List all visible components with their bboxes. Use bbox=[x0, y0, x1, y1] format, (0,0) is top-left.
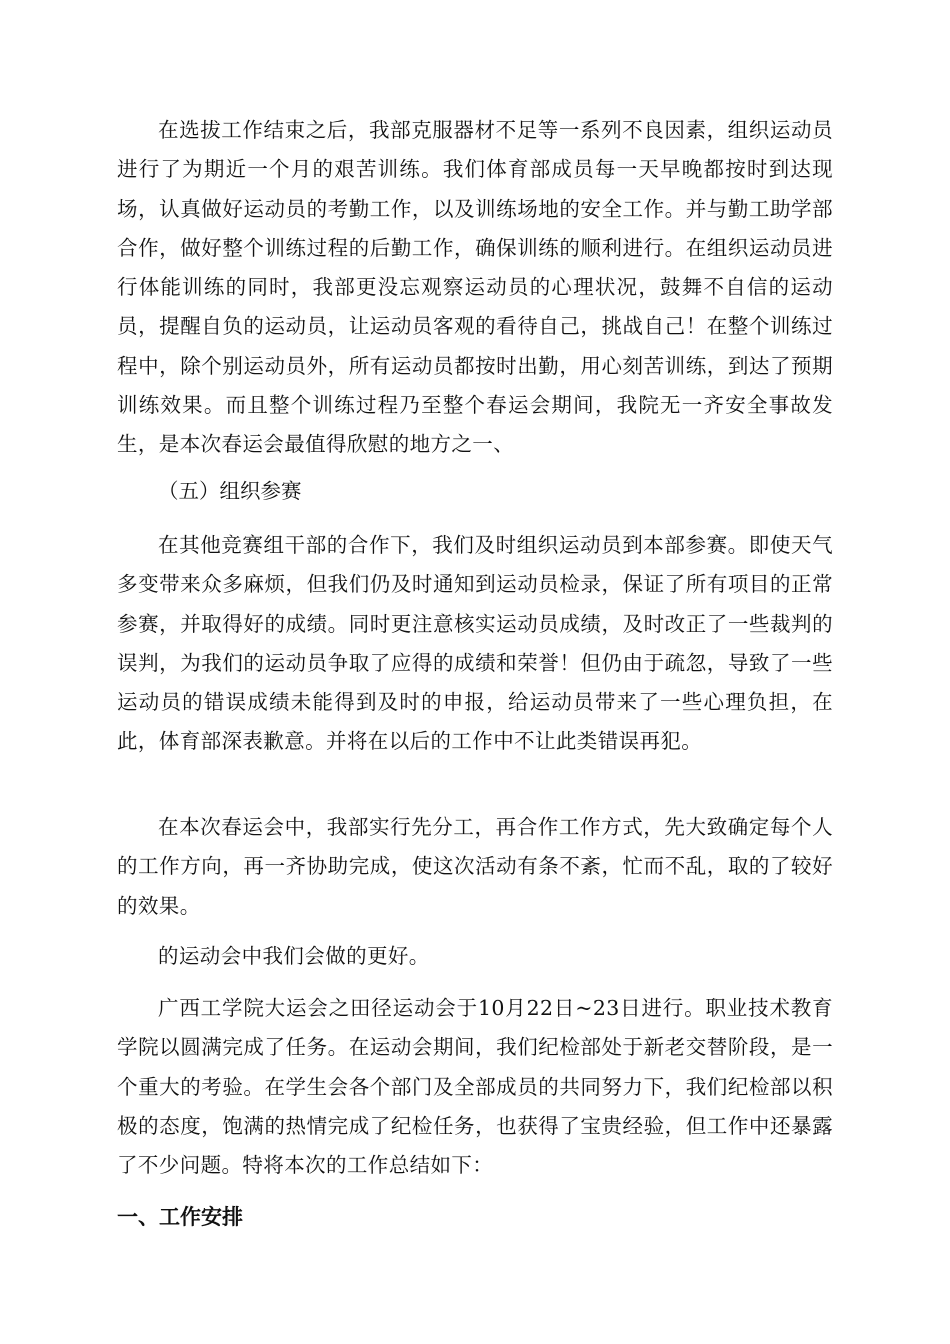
paragraph-closing-line: 的运动会中我们会做的更好。 bbox=[158, 944, 430, 968]
section-heading: 一、工作安排 bbox=[117, 1204, 243, 1229]
paragraph-athletics-meet: 广西工学院大运会之田径运动会于10月22日~23日进行。职业技术教育学院以圆满完成了任务。在运动会期间，我们纪检部处于新老交替阶段，是一个重大的考验。在学生会各个部门及全部成员的共同努力下，我们纪检部以积极的态度，饱满的热情完成了纪检任务，也获得了宝贵经验，但工作中还暴露了不少问题。特将本次的工作总结如下： bbox=[117, 996, 833, 1178]
paragraph-training: 在选拔工作结束之后，我部克服器材不足等一系列不良因素，组织运动员进行了为期近一个月的艰苦训练。我们体育部成员每一天早晚都按时到达现场，认真做好运动员的考勤工作，以及训练场地的安全工作。并与勤工助学部合作，做好整个训练过程的后勤工作，确保训练的顺利进行。在组织运动员进行体能训练的同时，我部更没忘观察运动员的心理状况，鼓舞不自信的运动员，提醒自负的运动员，让运动员客观的看待自己，挑战自己！在整个训练过程中，除个别运动员外，所有运动员都按时出勤，用心刻苦训练，到达了预期训练效果。而且整个训练过程乃至整个春运会期间，我院无一齐安全事故发生，是本次春运会最值得欣慰的地方之一、 bbox=[117, 118, 833, 457]
paragraph-division-of-work: 在本次春运会中，我部实行先分工，再合作工作方式，先大致确定每个人的工作方向，再一齐协助完成，使这次活动有条不紊，忙而不乱，取的了较好的效果。 bbox=[117, 815, 833, 918]
paragraph-competition: 在其他竞赛组干部的合作下，我们及时组织运动员到本部参赛。即使天气多变带来众多麻烦，但我们仍及时通知到运动员检录，保证了所有项目的正常参赛，并取得好的成绩。同时更注意核实运动员成绩，及时改正了一些裁判的误判，为我们的运动员争取了应得的成绩和荣誉！但仍由于疏忽，导致了一些运动员的错误成绩未能得到及时的申报，给运动员带来了一些心理负担，在此，体育部深表歉意。并将在以后的工作中不让此类错误再犯。 bbox=[117, 533, 833, 754]
section-subheading: （五）组织参赛 bbox=[158, 479, 302, 503]
